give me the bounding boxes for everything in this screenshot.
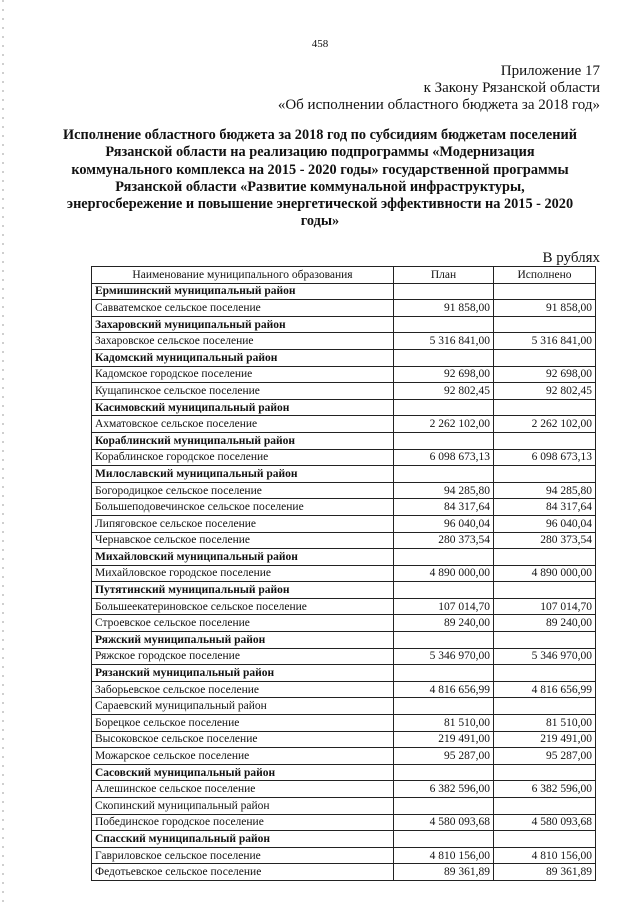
row-done-cell: 96 040,04 <box>494 515 596 532</box>
appendix-line-1: Приложение 17 <box>500 63 600 79</box>
settlement-row <box>92 681 596 698</box>
row-plan-cell <box>394 764 494 781</box>
row-done-cell: 92 802,45 <box>494 383 596 400</box>
row-name-cell: Захаровское сельское поселение <box>92 333 394 350</box>
settlement-row <box>92 598 596 615</box>
district-row <box>92 316 596 333</box>
row-done-cell <box>494 632 596 649</box>
row-name-cell: Ряжское городское поселение <box>92 648 394 665</box>
row-plan-cell: 89 361,89 <box>394 864 494 881</box>
row-done-cell <box>494 466 596 483</box>
row-name-cell: Кадомское городское поселение <box>92 366 394 383</box>
settlement-row <box>92 847 596 864</box>
row-name-cell: Алешинское сельское поселение <box>92 781 394 798</box>
settlement-row <box>92 383 596 400</box>
row-done-cell: 91 858,00 <box>494 300 596 317</box>
row-done-cell <box>494 698 596 715</box>
row-name-cell: Путятинский муниципальный район <box>92 582 394 599</box>
row-done-cell <box>494 432 596 449</box>
row-plan-cell <box>394 632 494 649</box>
row-done-cell <box>494 764 596 781</box>
appendix-line-2: к Закону Рязанской области <box>423 80 600 96</box>
row-name-cell: Рязанский муниципальный район <box>92 665 394 682</box>
row-done-cell <box>494 582 596 599</box>
row-name-cell: Касимовский муниципальный район <box>92 399 394 416</box>
row-name-cell: Большеподовечинское сельское поселение <box>92 499 394 516</box>
row-done-cell <box>494 549 596 566</box>
row-plan-cell <box>394 798 494 815</box>
district-row <box>92 665 596 682</box>
budget-table <box>91 266 596 881</box>
row-plan-cell: 2 262 102,00 <box>394 416 494 433</box>
row-done-cell: 95 287,00 <box>494 748 596 765</box>
row-name-cell: Спасский муниципальный район <box>92 831 394 848</box>
row-name-cell: Большеекатериновское сельское поселение <box>92 598 394 615</box>
row-done-cell: 4 816 656,99 <box>494 681 596 698</box>
row-plan-cell: 5 346 970,00 <box>394 648 494 665</box>
row-name-cell: Кораблинский муниципальный район <box>92 432 394 449</box>
row-name-cell: Кадомский муниципальный район <box>92 349 394 366</box>
row-done-cell <box>494 349 596 366</box>
row-done-cell: 81 510,00 <box>494 715 596 732</box>
row-plan-cell: 5 316 841,00 <box>394 333 494 350</box>
district-row <box>92 349 596 366</box>
row-plan-cell <box>394 665 494 682</box>
settlement-row <box>92 449 596 466</box>
row-name-cell: Строевское сельское поселение <box>92 615 394 632</box>
row-name-cell: Побединское городское поселение <box>92 814 394 831</box>
settlement-row <box>92 300 596 317</box>
row-name-cell: Сасовский муниципальный район <box>92 764 394 781</box>
row-name-cell: Михайловское городское поселение <box>92 565 394 582</box>
row-name-cell: Борецкое сельское поселение <box>92 715 394 732</box>
row-name-cell: Чернавское сельское поселение <box>92 532 394 549</box>
row-name-cell: Липяговское сельское поселение <box>92 515 394 532</box>
district-row <box>92 466 596 483</box>
row-plan-cell: 219 491,00 <box>394 731 494 748</box>
row-name-cell: Ахматовское сельское поселение <box>92 416 394 433</box>
header-done: Исполнено <box>494 267 596 284</box>
row-name-cell: Скопинский муниципальный район <box>92 798 394 815</box>
row-name-cell: Богородицкое сельское поселение <box>92 482 394 499</box>
settlement-row <box>92 482 596 499</box>
header-name: Наименование муниципального образования <box>92 267 394 284</box>
row-done-cell: 4 810 156,00 <box>494 847 596 864</box>
row-plan-cell: 89 240,00 <box>394 615 494 632</box>
row-plan-cell <box>394 316 494 333</box>
settlement-row <box>92 416 596 433</box>
row-plan-cell: 92 698,00 <box>394 366 494 383</box>
row-plan-cell <box>394 698 494 715</box>
settlement-row <box>92 515 596 532</box>
row-name-cell: Можарское сельское поселение <box>92 748 394 765</box>
row-done-cell: 107 014,70 <box>494 598 596 615</box>
row-plan-cell: 91 858,00 <box>394 300 494 317</box>
row-name-cell: Гавриловское сельское поселение <box>92 847 394 864</box>
row-done-cell: 2 262 102,00 <box>494 416 596 433</box>
row-done-cell: 84 317,64 <box>494 499 596 516</box>
settlement-row <box>92 698 596 715</box>
row-plan-cell: 81 510,00 <box>394 715 494 732</box>
district-row <box>92 283 596 300</box>
row-plan-cell: 6 382 596,00 <box>394 781 494 798</box>
row-done-cell: 219 491,00 <box>494 731 596 748</box>
row-plan-cell <box>394 432 494 449</box>
currency-note: В рублях <box>542 250 600 266</box>
row-name-cell: Кораблинское городское поселение <box>92 449 394 466</box>
settlement-row <box>92 781 596 798</box>
appendix-header <box>278 63 600 114</box>
row-name-cell: Захаровский муниципальный район <box>92 316 394 333</box>
row-plan-cell <box>394 283 494 300</box>
row-name-cell: Заборьевское сельское поселение <box>92 681 394 698</box>
district-row <box>92 582 596 599</box>
row-done-cell: 94 285,80 <box>494 482 596 499</box>
district-row <box>92 831 596 848</box>
row-done-cell: 5 346 970,00 <box>494 648 596 665</box>
row-plan-cell: 280 373,54 <box>394 532 494 549</box>
row-done-cell <box>494 665 596 682</box>
row-plan-cell: 4 890 000,00 <box>394 565 494 582</box>
settlement-row <box>92 565 596 582</box>
table-body <box>92 283 596 880</box>
settlement-row <box>92 715 596 732</box>
row-plan-cell <box>394 399 494 416</box>
row-done-cell: 4 580 093,68 <box>494 814 596 831</box>
row-done-cell: 6 382 596,00 <box>494 781 596 798</box>
row-plan-cell <box>394 582 494 599</box>
row-done-cell <box>494 798 596 815</box>
settlement-row <box>92 798 596 815</box>
appendix-line-3: «Об исполнении областного бюджета за 2018 год» <box>277 97 600 113</box>
row-done-cell: 89 361,89 <box>494 864 596 881</box>
row-done-cell <box>494 399 596 416</box>
settlement-row <box>92 615 596 632</box>
row-done-cell: 5 316 841,00 <box>494 333 596 350</box>
settlement-row <box>92 864 596 881</box>
settlement-row <box>92 366 596 383</box>
settlement-row <box>92 648 596 665</box>
row-plan-cell: 107 014,70 <box>394 598 494 615</box>
page-number: 458 <box>311 38 329 50</box>
row-name-cell: Высоковское сельское поселение <box>92 731 394 748</box>
row-name-cell: Ермишинский муниципальный район <box>92 283 394 300</box>
document-title: Исполнение областного бюджета за 2018 год по субсидиям бюджетам поселений Рязанской области на реализацию подпрограммы «Модернизация коммунального комплекса на 2015 - 2020 годы» государственной программы Рязанской области «Развитие коммунальной инфраструктуры, энергосбережение и повышение энергетической эффективности на 2015 - 2020 годы» <box>63 127 577 230</box>
row-done-cell: 280 373,54 <box>494 532 596 549</box>
row-name-cell: Ряжский муниципальный район <box>92 632 394 649</box>
row-done-cell <box>494 831 596 848</box>
row-name-cell: Савватемское сельское поселение <box>92 300 394 317</box>
settlement-row <box>92 731 596 748</box>
row-plan-cell <box>394 831 494 848</box>
row-plan-cell: 96 040,04 <box>394 515 494 532</box>
settlement-row <box>92 499 596 516</box>
row-plan-cell: 4 816 656,99 <box>394 681 494 698</box>
row-name-cell: Кущапинское сельское поселение <box>92 383 394 400</box>
row-plan-cell: 94 285,80 <box>394 482 494 499</box>
row-done-cell: 6 098 673,13 <box>494 449 596 466</box>
row-plan-cell <box>394 349 494 366</box>
row-name-cell: Михайловский муниципальный район <box>92 549 394 566</box>
scan-edge <box>2 0 4 905</box>
settlement-row <box>92 532 596 549</box>
row-plan-cell <box>394 549 494 566</box>
row-plan-cell: 6 098 673,13 <box>394 449 494 466</box>
row-plan-cell: 4 810 156,00 <box>394 847 494 864</box>
row-name-cell: Федотьевское сельское поселение <box>92 864 394 881</box>
settlement-row <box>92 748 596 765</box>
row-plan-cell: 4 580 093,68 <box>394 814 494 831</box>
district-row <box>92 432 596 449</box>
row-done-cell <box>494 316 596 333</box>
row-done-cell <box>494 283 596 300</box>
row-plan-cell: 84 317,64 <box>394 499 494 516</box>
header-plan: План <box>394 267 494 284</box>
row-done-cell: 92 698,00 <box>494 366 596 383</box>
district-row <box>92 632 596 649</box>
row-done-cell: 4 890 000,00 <box>494 565 596 582</box>
table-header-row <box>92 267 596 284</box>
settlement-row <box>92 814 596 831</box>
row-plan-cell: 95 287,00 <box>394 748 494 765</box>
district-row <box>92 399 596 416</box>
row-done-cell: 89 240,00 <box>494 615 596 632</box>
row-name-cell: Милославский муниципальный район <box>92 466 394 483</box>
row-plan-cell <box>394 466 494 483</box>
settlement-row <box>92 333 596 350</box>
row-plan-cell: 92 802,45 <box>394 383 494 400</box>
row-name-cell: Сараевский муниципальный район <box>92 698 394 715</box>
district-row <box>92 549 596 566</box>
district-row <box>92 764 596 781</box>
